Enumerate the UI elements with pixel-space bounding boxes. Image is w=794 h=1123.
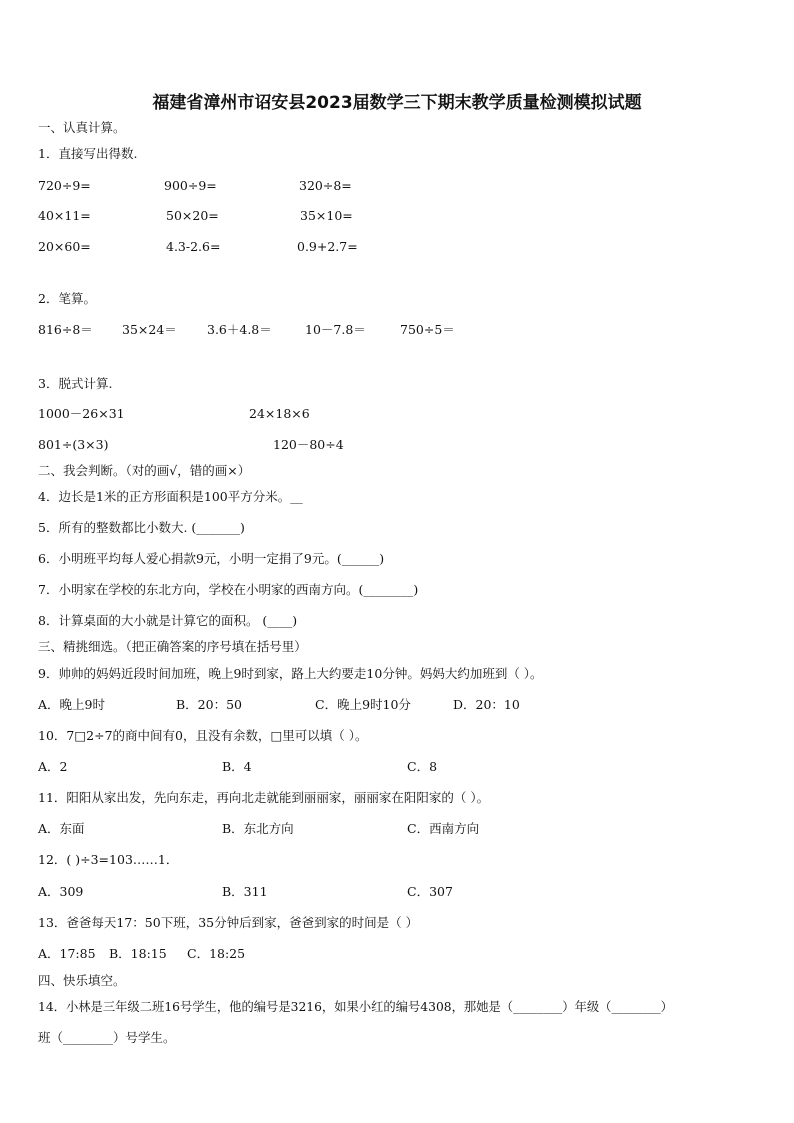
- section-heading-2: 二、我会判断。（对的画√，错的画×）: [38, 463, 251, 478]
- q11-option: C．西南方向: [407, 821, 480, 836]
- q2-item: 750÷5＝: [400, 322, 455, 337]
- q9-option: D．20：10: [453, 697, 520, 712]
- q2-item: 3.6＋4.8＝: [207, 322, 272, 337]
- q1-item: 40×11=: [38, 208, 91, 223]
- q9-option: C．晚上9时10分: [315, 697, 411, 712]
- q1-item: 900÷9=: [164, 178, 217, 193]
- q9-option: B．20：50: [176, 697, 242, 712]
- q2-item: 35×24＝: [122, 322, 177, 337]
- q10-option: A．2: [38, 759, 68, 774]
- question-9-stem: 9．帅帅的妈妈近段时间加班，晚上9时到家，路上大约要走10分钟。妈妈大约加班到（ ）。: [38, 666, 543, 681]
- q1-item: 20×60=: [38, 239, 91, 254]
- q3-item: 801÷(3×3): [38, 437, 109, 452]
- q3-item: 24×18×6: [249, 406, 310, 421]
- q1-item: 50×20=: [166, 208, 219, 223]
- question-3-heading: 3．脱式计算.: [38, 376, 113, 391]
- page-title: 福建省漳州市诏安县2023届数学三下期末教学质量检测模拟试题: [152, 93, 642, 113]
- section-heading-3: 三、精挑细选。（把正确答案的序号填在括号里）: [38, 639, 307, 654]
- q10-option: C．8: [407, 759, 438, 774]
- q1-item: 720÷9=: [38, 178, 91, 193]
- judge-question: 7．小明家在学校的东北方向，学校在小明家的西南方向。(________): [38, 582, 419, 597]
- q12-option: A．309: [38, 884, 84, 899]
- question-12-stem: 12．( )÷3=103……1．: [38, 852, 179, 867]
- q2-item: 10－7.8＝: [305, 322, 366, 337]
- section-heading-1: 一、认真计算。: [38, 120, 126, 135]
- q13-option: B．18:15: [109, 946, 167, 961]
- q13-option: A．17:85: [38, 946, 96, 961]
- q1-item: 0.9+2.7=: [297, 239, 358, 254]
- judge-question: 6．小明班平均每人爱心捐款9元，小明一定捐了9元。(______): [38, 551, 385, 566]
- q2-item: 816÷8＝: [38, 322, 93, 337]
- q10-option: B．4: [222, 759, 252, 774]
- q12-option: C．307: [407, 884, 453, 899]
- section-heading-4: 四、快乐填空。: [38, 973, 126, 988]
- q13-option: C．18:25: [187, 946, 246, 961]
- q1-item: 4.3-2.6=: [166, 239, 221, 254]
- judge-question: 4．边长是1米的正方形面积是100平方分米。__: [38, 489, 303, 504]
- q12-option: B．311: [222, 884, 268, 899]
- q11-option: A．东面: [38, 821, 85, 836]
- judge-question: 5．所有的整数都比小数大. (_______): [38, 520, 245, 535]
- q9-option: A．晚上9时: [38, 697, 105, 712]
- question-14-line2: 班（________）号学生。: [38, 1030, 176, 1045]
- q1-item: 320÷8=: [299, 178, 352, 193]
- question-10-stem: 10．7□2÷7的商中间有0，且没有余数，□里可以填（ ）。: [38, 728, 368, 743]
- question-1-heading: 1．直接写出得数.: [38, 146, 138, 161]
- judge-question: 8．计算桌面的大小就是计算它的面积。 (____): [38, 613, 298, 628]
- q3-item: 120－80÷4: [273, 437, 344, 452]
- question-14-line1: 14．小林是三年级二班16号学生，他的编号是3216，如果小红的编号4308，那她是（________）年级（________）: [38, 1000, 673, 1014]
- question-2-heading: 2．笔算。: [38, 291, 96, 306]
- q11-option: B．东北方向: [222, 821, 294, 836]
- question-11-stem: 11．阳阳从家出发，先向东走，再向北走就能到丽丽家，丽丽家在阳阳家的（ ）。: [38, 790, 490, 805]
- q1-item: 35×10=: [300, 208, 353, 223]
- question-13-stem: 13．爸爸每天17：50下班，35分钟后到家，爸爸到家的时间是（ ）: [38, 915, 419, 930]
- q3-item: 1000－26×31: [38, 406, 125, 421]
